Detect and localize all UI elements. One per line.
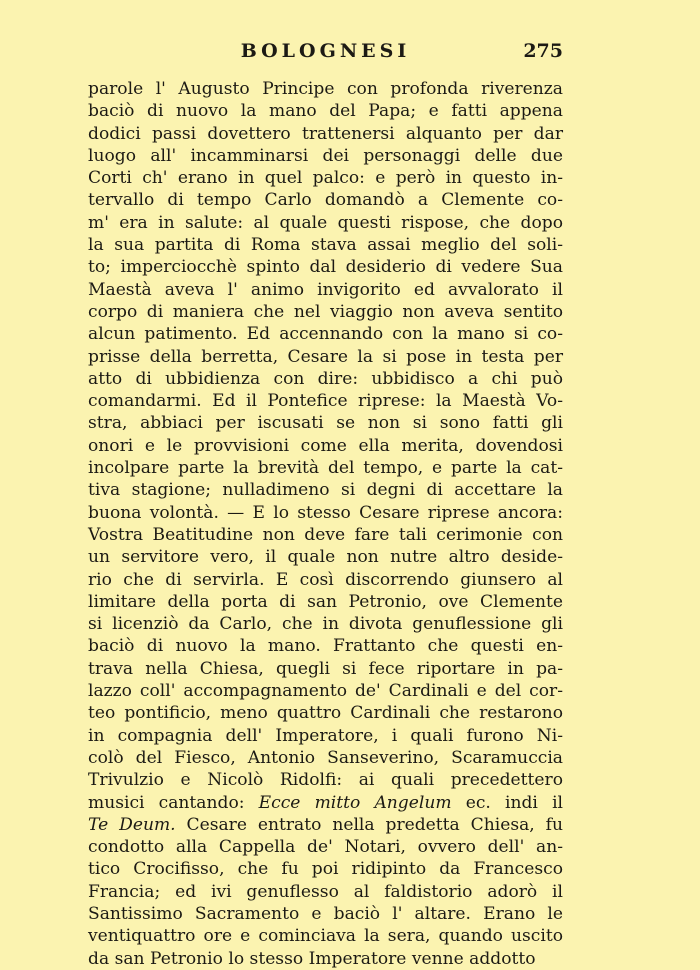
text-line: Maestà aveva l' animo invigorito ed avvalorato il bbox=[88, 279, 563, 300]
text-line: limitare della porta di san Petronio, ove Clemente bbox=[88, 591, 563, 612]
text-line: dodici passi dovettero trattenersi alquanto per dar bbox=[88, 123, 563, 144]
running-head: BOLOGNESI bbox=[240, 40, 411, 62]
text-line: parole l' Augusto Principe con profonda riverenza bbox=[88, 79, 563, 99]
text-line: alcun patimento. Ed accennando con la mano si co- bbox=[88, 324, 563, 345]
text-line: da san Petronio lo stesso Imperatore venne addotto bbox=[88, 948, 536, 969]
text-line: lazzo coll' accompagnamento de' Cardinali e del cor- bbox=[88, 681, 563, 702]
text-line: baciò di nuovo la mano. Frattanto che questi en- bbox=[88, 636, 563, 657]
text-line: Vostra Beatitudine non deve fare tali cerimonie con bbox=[88, 524, 563, 545]
page-header bbox=[88, 40, 563, 72]
text-line: prisse della berretta, Cesare la si pose in testa per bbox=[88, 346, 563, 367]
text-line: onori e le provvisioni come ella merita, dovendosi bbox=[88, 435, 563, 456]
text-line: Trivulzio e Nicolò Ridolfi: ai quali precedettero bbox=[88, 770, 563, 791]
text-line: rio che di servirla. E così discorrendo giunsero al bbox=[88, 569, 563, 590]
text-line: un servitore vero, il quale non nutre altro deside- bbox=[88, 547, 563, 568]
body-text bbox=[88, 78, 563, 970]
italic-phrase: Te Deum. bbox=[88, 814, 176, 835]
text-line: Te Deum. Cesare entrato nella predetta Chiesa, fu bbox=[88, 814, 563, 835]
text-line: colò del Fiesco, Antonio Sanseverino, Scaramuccia bbox=[88, 747, 563, 768]
italic-phrase: Ecce mitto Angelum bbox=[258, 792, 452, 813]
text-line: tervallo di tempo Carlo domandò a Clemente co- bbox=[88, 190, 563, 211]
text-line: musici cantando: Ecce mitto Angelum ec. indi il bbox=[88, 792, 564, 813]
text-line: tiva stagione; nulladimeno si degni di accettare la bbox=[88, 480, 563, 501]
text-line: si licenziò da Carlo, che in divota genuflessione gli bbox=[88, 614, 563, 635]
page-number: 275 bbox=[523, 40, 563, 62]
text-line: stra, abbiaci per iscusati se non si sono fatti gli bbox=[88, 413, 563, 434]
text-line: teo pontificio, meno quattro Cardinali che restarono bbox=[88, 703, 563, 724]
text-line: m' era in salute: al quale questi rispose, che dopo bbox=[88, 212, 563, 233]
text-line: incolpare parte la brevità del tempo, e parte la cat- bbox=[88, 458, 563, 479]
text-line: comandarmi. Ed il Pontefice riprese: la Maestà Vo- bbox=[88, 391, 563, 412]
text-line: Santissimo Sacramento e baciò l' altare. Erano le bbox=[88, 903, 563, 924]
text-line: luogo all' incamminarsi dei personaggi delle due bbox=[88, 145, 563, 166]
text-line: ventiquattro ore e cominciava la sera, quando uscito bbox=[88, 926, 563, 947]
text-line: buona volontà. — E lo stesso Cesare riprese ancora: bbox=[88, 502, 563, 523]
text-line: trava nella Chiesa, quegli si fece riportare in pa- bbox=[88, 658, 563, 679]
text-line: to; imperciocchè spinto dal desiderio di vedere Sua bbox=[88, 257, 563, 278]
text-line: Francia; ed ivi genuflesso al faldistorio adorò il bbox=[88, 881, 563, 902]
text-line: la sua partita di Roma stava assai meglio del soli- bbox=[88, 235, 563, 256]
text-line: in compagnia dell' Imperatore, i quali furono Ni- bbox=[88, 725, 563, 746]
text-line: Corti ch' erano in quel palco: e però in questo in- bbox=[88, 168, 563, 189]
text-line: tico Crocifisso, che fu poi ridipinto da Francesco bbox=[88, 859, 563, 880]
text-line: atto di ubbidienza con dire: ubbidisco a chi può bbox=[88, 368, 563, 389]
text-line: condotto alla Cappella de' Notari, ovvero dell' an- bbox=[88, 837, 563, 858]
text-line: baciò di nuovo la mano del Papa; e fatti appena bbox=[88, 101, 563, 122]
text-line: corpo di maniera che nel viaggio non aveva sentito bbox=[88, 301, 563, 322]
